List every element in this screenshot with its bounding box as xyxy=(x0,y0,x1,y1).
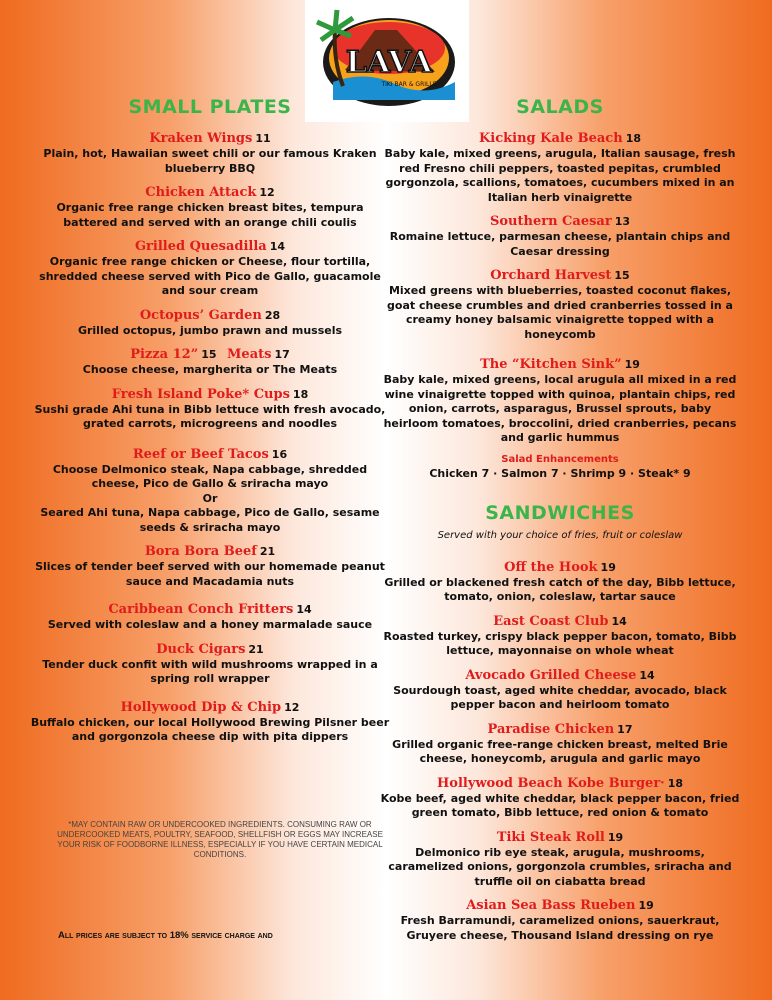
item-desc: Organic free range chicken or Cheese, flour tortilla, shredded cheese served with Pico de Gallo, guacamole and sour cream xyxy=(39,255,381,297)
logo-wordmark: LAVA xyxy=(345,45,433,80)
item-price: 14 xyxy=(296,603,312,616)
item-desc: Romaine lettuce, parmesan cheese, plantain chips and Caesar dressing xyxy=(389,230,731,258)
item-desc: Choose Delmonico steak, Napa cabbage, shredded cheese, Pico de Gallo & sriracha mayo xyxy=(52,462,368,490)
item-name: Grilled Quesadilla xyxy=(134,239,267,254)
allergy-disclaimer: *MAY CONTAIN RAW OR UNDERCOOKED INGREDIENTS. CONSUMING RAW OR UNDERCOOKED MEATS, POULTRY, SEAFOOD, SHELLFISH OR EGGS MAY INCREASE YOUR RISK OF FOODBORNE ILLNESS, ESPECIALLY IF YOU HAVE CERTAIN MEDICAL CONDITIONS. xyxy=(57,820,383,859)
salads-title: SALADS xyxy=(516,96,604,118)
service-charge-note: All prices are subject to 18% service charge and xyxy=(58,930,273,941)
menu-item xyxy=(30,184,390,230)
item-price: 17 xyxy=(617,722,633,736)
item-name: Fresh Island Poke* Cups xyxy=(111,386,290,402)
item-price: 12 xyxy=(259,186,275,199)
sandwiches-subtitle: Served with your choice of fries, fruit or coleslaw xyxy=(437,529,683,541)
item-name: Caribbean Conch Fritters xyxy=(108,602,294,617)
item-price: 11 xyxy=(255,132,271,145)
menu-item xyxy=(30,238,390,299)
item-desc: Tender duck confit with wild mushrooms wrapped in a spring roll wrapper xyxy=(42,657,378,685)
item-desc: Roasted turkey, crispy black pepper bacon, tomato, Bibb lettuce, mayonnaise on whole wheat xyxy=(383,629,737,657)
item-name: Hollywood Dip & Chip xyxy=(120,699,282,715)
item-name: Duck Cigars xyxy=(156,641,246,657)
item-name: Kraken Wings xyxy=(149,131,253,146)
item-desc: Plain, hot, Hawaiian sweet chili or our famous Kraken blueberry BBQ xyxy=(43,147,377,175)
item-desc: Buffalo chicken, our local Hollywood Brewing Pilsner beer and gorgonzola cheese dip with pita dippers xyxy=(30,715,390,743)
menu-item xyxy=(380,213,740,259)
item-price: 19 xyxy=(624,358,640,371)
item-price: 19 xyxy=(607,830,624,844)
menu-item xyxy=(30,307,390,339)
item-name: Asian Sea Bass Rueben xyxy=(466,898,636,913)
item-price: 18 xyxy=(667,776,683,790)
item-price: 14 xyxy=(639,668,655,682)
item-name: Reef or Beef Tacos xyxy=(132,446,269,462)
item-desc: Grilled or blackened fresh catch of the day, Bibb lettuce, tomato, onion, coleslaw, tartar sauce xyxy=(384,575,736,603)
item-desc-or: Or xyxy=(202,491,218,505)
menu-item xyxy=(380,559,740,605)
item-desc: Slices of tender beef served with our homemade peanut sauce and Macadamia nuts xyxy=(35,560,385,588)
item-name: Paradise Chicken xyxy=(487,721,615,737)
menu-item xyxy=(380,721,740,767)
menu-item xyxy=(380,356,740,446)
item-price-secondary: 17 xyxy=(274,348,290,361)
sandwiches-title: SANDWICHES xyxy=(485,501,635,524)
item-desc: Baby kale, mixed greens, local arugula all mixed in a red wine vinaigrette topped with quinoa, plantain chips, red onion, carrots, asparagus, Brussel sprouts, baby heirloom tomatoes, broccolini, dried cranberries, pecans and garlic hummus xyxy=(383,373,737,444)
item-name: Kicking Kale Beach xyxy=(479,131,623,146)
item-name: The “Kitchen Sink” xyxy=(480,357,622,372)
item-price: 13 xyxy=(614,215,630,228)
item-price: 18 xyxy=(625,132,641,145)
item-name: East Coast Club xyxy=(493,613,609,629)
item-name: Orchard Harvest xyxy=(490,268,612,283)
item-name: Off the Hook xyxy=(504,559,598,575)
item-name: Pizza 12” xyxy=(130,347,199,362)
menu-item xyxy=(30,386,390,432)
item-desc: Kobe beef, aged white cheddar, black pepper bacon, fried green tomato, Bibb lettuce, red onion & tomato xyxy=(380,791,740,819)
item-name: Avocado Grilled Cheese xyxy=(465,667,637,683)
item-name: Octopus’ Garden xyxy=(139,307,262,323)
item-price: 21 xyxy=(248,642,264,656)
item-desc: Sourdough toast, aged white cheddar, avocado, black pepper bacon and heirloom tomato xyxy=(393,683,727,711)
menu-item xyxy=(30,601,390,633)
menu-item xyxy=(30,346,390,378)
menu-item xyxy=(380,667,740,713)
item-desc: Fresh Barramundi, caramelized onions, sauerkraut, Gruyere cheese, Thousand Island dressing on rye xyxy=(400,914,720,942)
item-desc: Sushi grade Ahi tuna in Bibb lettuce with fresh avocado, grated carrots, microgreens and noodles xyxy=(34,402,386,430)
item-desc: Delmonico rib eye steak, arugula, mushrooms, caramelized onions, gorgonzola crumbles, sriracha and truffle oil on ciabatta bread xyxy=(388,845,732,888)
small-plates-title: SMALL PLATES xyxy=(128,96,292,118)
menu-item xyxy=(380,267,740,342)
item-name: Southern Caesar xyxy=(489,214,612,229)
menu-item xyxy=(30,130,390,176)
menu-item xyxy=(30,543,390,589)
item-price: 19 xyxy=(600,560,616,574)
item-price: 15 xyxy=(201,348,217,361)
menu-item xyxy=(30,446,390,536)
item-price: 18 xyxy=(292,387,309,401)
item-desc: Baby kale, mixed greens, arugula, Italian sausage, fresh red Fresno chili peppers, toasted pepitas, crumbled gorgonzola, scallions, tomatoes, cucumbers mixed in an Italian herb vinaigrette xyxy=(384,147,736,204)
item-desc: Choose cheese, margherita or The Meats xyxy=(82,363,338,376)
item-name-secondary: Meats xyxy=(227,347,272,362)
menu-item xyxy=(380,775,740,821)
item-name: Hollywood Beach Kobe Burger· xyxy=(436,775,665,791)
item-price: 15 xyxy=(614,269,630,282)
salad-enhancements-list: Chicken 7 · Salmon 7 · Shrimp 9 · Steak* 9 xyxy=(429,466,691,480)
menu-item xyxy=(380,613,740,659)
item-desc: Organic free range chicken breast bites, tempura battered and served with an orange chili coulis xyxy=(56,201,364,229)
menu-item xyxy=(30,641,390,687)
item-name: Chicken Attack xyxy=(145,185,257,200)
item-desc: Grilled organic free-range chicken breast, melted Brie cheese, honeycomb, arugula and garlic mayo xyxy=(392,737,728,765)
left-column xyxy=(30,92,390,753)
menu-item xyxy=(380,130,740,205)
menu-item xyxy=(380,829,740,890)
item-price: 19 xyxy=(638,899,654,912)
item-price: 21 xyxy=(259,545,276,558)
logo-subtext: TIKI BAR & GRILLE xyxy=(381,81,437,88)
item-price: 14 xyxy=(611,614,627,628)
item-desc: Served with coleslaw and a honey marmalade sauce xyxy=(47,618,373,631)
menu-item xyxy=(380,897,740,943)
salad-enhancements-title: Salad Enhancements xyxy=(501,453,619,465)
item-desc: Grilled octopus, jumbo prawn and mussels xyxy=(77,323,343,337)
item-price: 14 xyxy=(269,240,286,253)
item-price: 28 xyxy=(264,308,281,322)
item-desc-alt: Seared Ahi tuna, Napa cabbage, Pico de Gallo, sesame seeds & sriracha mayo xyxy=(40,506,380,534)
menu-item xyxy=(30,699,390,745)
item-name: Tiki Steak Roll xyxy=(496,829,605,845)
right-column xyxy=(380,92,740,951)
item-name: Bora Bora Beef xyxy=(144,544,257,559)
item-desc: Mixed greens with blueberries, toasted coconut flakes, goat cheese crumbles and dried cranberries tossed in a creamy honey balsamic vinaigrette topped with a honeycomb xyxy=(387,284,733,341)
item-price: 16 xyxy=(271,447,288,461)
item-price: 12 xyxy=(284,700,300,714)
